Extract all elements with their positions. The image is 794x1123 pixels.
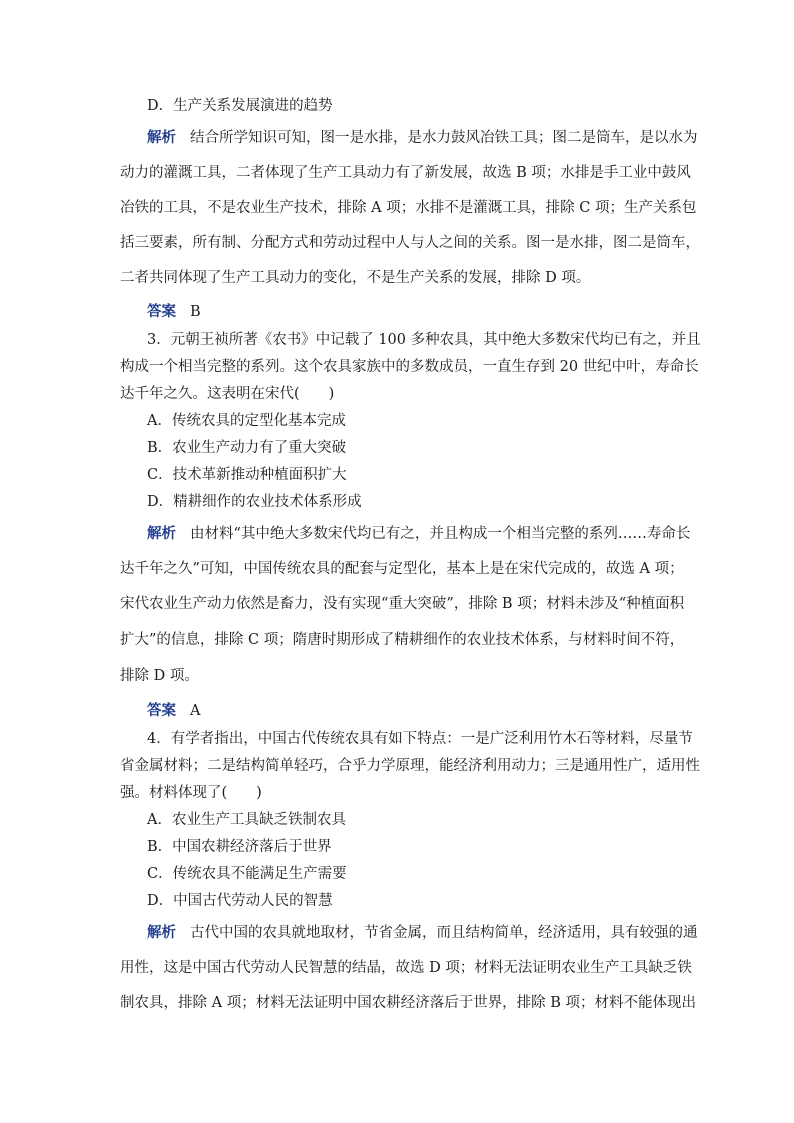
q2-analysis-line-3: 冶铁的工具，不是农业生产技术，排除 A 项；水排不是灌溉工具，排除 C 项；生产关系包 bbox=[120, 200, 697, 216]
answer-label: 答案 bbox=[147, 303, 176, 320]
q3-analysis-text-1: 由材料“其中绝大多数宋代均已有之，并且构成一个相当完整的系列……寿命长 bbox=[190, 526, 691, 542]
q3-stem-line-1: 3．元朝王祯所著《农书》中记载了 100 多种农具，其中绝大多数宋代均已有之，并且 bbox=[147, 332, 701, 348]
q3-stem-line-3: 达千年之久。这表明在宋代( ) bbox=[120, 386, 335, 402]
q4-option-c: C．传统农具不能满足生产需要 bbox=[147, 866, 347, 882]
answer-label: 答案 bbox=[147, 702, 176, 719]
q3-option-c: C．技术革新推动种植面积扩大 bbox=[147, 467, 347, 483]
q3-option-b: B．农业生产动力有了重大突破 bbox=[147, 440, 347, 456]
q4-analysis-line-2: 用性，这是中国古代劳动人民智慧的结晶，故选 D 项；材料无法证明农业生产工具缺乏铁 bbox=[120, 960, 692, 976]
q4-stem-line-2: 省金属材料；二是结构简单轻巧，合乎力学原理，能经济利用动力；三是通用性广，适用性 bbox=[120, 758, 700, 774]
q3-analysis-line-5: 排除 D 项。 bbox=[120, 668, 199, 684]
q2-analysis-line-5: 二者共同体现了生产工具动力的变化，不是生产关系的发展，排除 D 项。 bbox=[120, 270, 591, 286]
analysis-label: 解析 bbox=[147, 924, 176, 941]
analysis-label: 解析 bbox=[147, 525, 176, 542]
q3-stem-line-2: 构成一个相当完整的系列。这个农具家族中的多数成员，一直生存到 20 世纪中叶，寿命长 bbox=[120, 359, 699, 375]
q2-answer-value: B bbox=[190, 304, 201, 320]
q4-analysis-line-1 bbox=[147, 923, 698, 943]
q2-analysis-line-2: 动力的灌溉工具，二者体现了生产工具动力有了新发展，故选 B 项；水排是手工业中鼓风 bbox=[120, 165, 691, 181]
q2-analysis-text-1: 结合所学知识可知，图一是水排，是水力鼓风冶铁工具；图二是筒车，是以水为 bbox=[190, 130, 698, 146]
q3-analysis-line-1 bbox=[147, 524, 690, 544]
q2-option-d: D．生产关系发展演进的趋势 bbox=[147, 98, 333, 114]
q3-analysis-line-4: 扩大”的信息，排除 C 项；隋唐时期形成了精耕细作的农业技术体系，与材料时间不符， bbox=[120, 632, 685, 648]
q3-analysis-line-2: 达千年之久”可知，中国传统农具的配套与定型化，基本上是在宋代完成的，故选 A 项； bbox=[120, 561, 684, 577]
q2-analysis-line-4: 括三要素，所有制、分配方式和劳动过程中人与人之间的关系。图一是水排，图二是筒车， bbox=[120, 235, 700, 251]
q4-option-d: D．中国古代劳动人民的智慧 bbox=[147, 893, 333, 909]
q3-option-a: A．传统农具的定型化基本完成 bbox=[147, 413, 346, 429]
q4-option-b: B．中国农耕经济落后于世界 bbox=[147, 839, 332, 855]
q4-stem-line-1: 4．有学者指出，中国古代传统农具有如下特点：一是广泛利用竹木石等材料，尽量节 bbox=[147, 731, 693, 747]
q4-stem-line-3: 强。材料体现了( ) bbox=[120, 785, 262, 801]
q4-analysis-line-3: 制农具，排除 A 项；材料无法证明中国农耕经济落后于世界，排除 B 项；材料不能体现出 bbox=[120, 995, 697, 1011]
analysis-label: 解析 bbox=[147, 129, 176, 146]
q3-option-d: D．精耕细作的农业技术体系形成 bbox=[147, 494, 362, 510]
q2-answer bbox=[147, 302, 201, 322]
q2-analysis-line-1 bbox=[147, 128, 698, 148]
q3-answer-value: A bbox=[190, 703, 201, 719]
q4-analysis-text-1: 古代中国的农具就地取材，节省金属，而且结构简单，经济适用，具有较强的通 bbox=[190, 925, 698, 941]
q4-option-a: A．农业生产工具缺乏铁制农具 bbox=[147, 812, 346, 828]
q3-answer bbox=[147, 701, 200, 721]
q3-analysis-line-3: 宋代农业生产动力依然是畜力，没有实现“重大突破”，排除 B 项；材料未涉及“种植面积 bbox=[120, 596, 685, 612]
